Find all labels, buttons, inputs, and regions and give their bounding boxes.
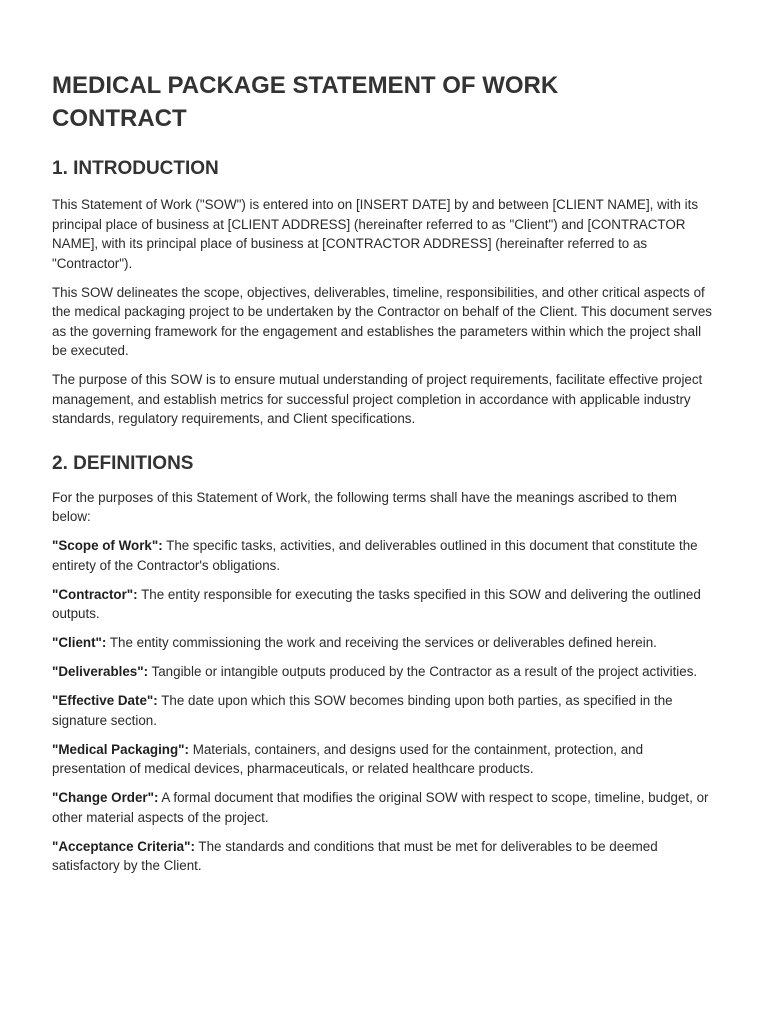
definition-item	[52, 740, 718, 779]
definition-item	[52, 788, 718, 827]
definition-text: The entity responsible for executing the tasks specified in this SOW and delivering the outlined outputs.	[52, 586, 701, 621]
definition-text: A formal document that modifies the original SOW with respect to scope, timeline, budget, or other material aspects of the project.	[52, 790, 709, 825]
definition-term: "Acceptance Criteria":	[52, 838, 195, 854]
definition-item	[52, 691, 718, 730]
definition-text: The specific tasks, activities, and deliverables outlined in this document that constitute the entirety of the Contractor's obligations.	[52, 538, 698, 573]
definition-term: "Client":	[52, 635, 107, 650]
intro-paragraph: The purpose of this SOW is to ensure mutual understanding of project requirements, facilitate effective project management, and establish metrics for successful project completion in accordance with applicable industry standards, regulatory requirements, and Client specifications.	[52, 372, 703, 426]
definition-term: "Contractor":	[52, 586, 138, 602]
definition-item	[52, 662, 718, 682]
section-heading-introduction: 1. INTRODUCTION	[52, 158, 219, 179]
intro-paragraph: This Statement of Work ("SOW") is entered into on [INSERT DATE] by and between [CLIENT NAME], with its principal place of business at [CLIENT ADDRESS] (hereinafter referred to as "Client") and [CONTRACTOR NAME], with its principal place of business at [CONTRACTOR ADDRESS] (hereinafter referred to as "Contractor").	[52, 197, 699, 271]
definition-term: "Scope of Work":	[52, 538, 163, 553]
definition-item	[52, 536, 718, 575]
definition-text: The date upon which this SOW becomes binding upon both parties, as specified in the signature section.	[52, 693, 673, 728]
definition-text: The entity commissioning the work and receiving the services or deliverables defined herein.	[106, 635, 657, 650]
definition-term: "Change Order":	[52, 790, 159, 805]
definition-text: Materials, containers, and designs used for the containment, protection, and presentation of medical devices, pharmaceuticals, or related healthcare products.	[52, 741, 644, 776]
definition-text: Tangible or intangible outputs produced by the Contractor as a result of the project activities.	[148, 664, 698, 679]
definition-text: The standards and conditions that must be met for deliverables to be deemed satisfactory by the Client.	[52, 838, 658, 873]
definition-item	[52, 633, 718, 653]
definition-item	[52, 585, 718, 624]
definition-term: "Effective Date":	[52, 693, 158, 708]
definition-item	[52, 837, 718, 876]
definition-term: "Medical Packaging":	[52, 741, 189, 757]
definition-term: "Deliverables":	[52, 664, 149, 679]
section-heading-definitions: 2. DEFINITIONS	[52, 452, 194, 474]
definitions-intro: For the purposes of this Statement of Work, the following terms shall have the meanings ascribed to them below:	[52, 489, 677, 524]
intro-paragraph: This SOW delineates the scope, objectives, deliverables, timeline, responsibilities, and other critical aspects of the medical packaging project to be undertaken by the Contractor on behalf of the Client. This document serves as the governing framework for the engagement and establishes the parameters within which the project shall be executed.	[52, 284, 712, 358]
document-title: MEDICAL PACKAGE STATEMENT OF WORK CONTRACT	[52, 72, 559, 132]
